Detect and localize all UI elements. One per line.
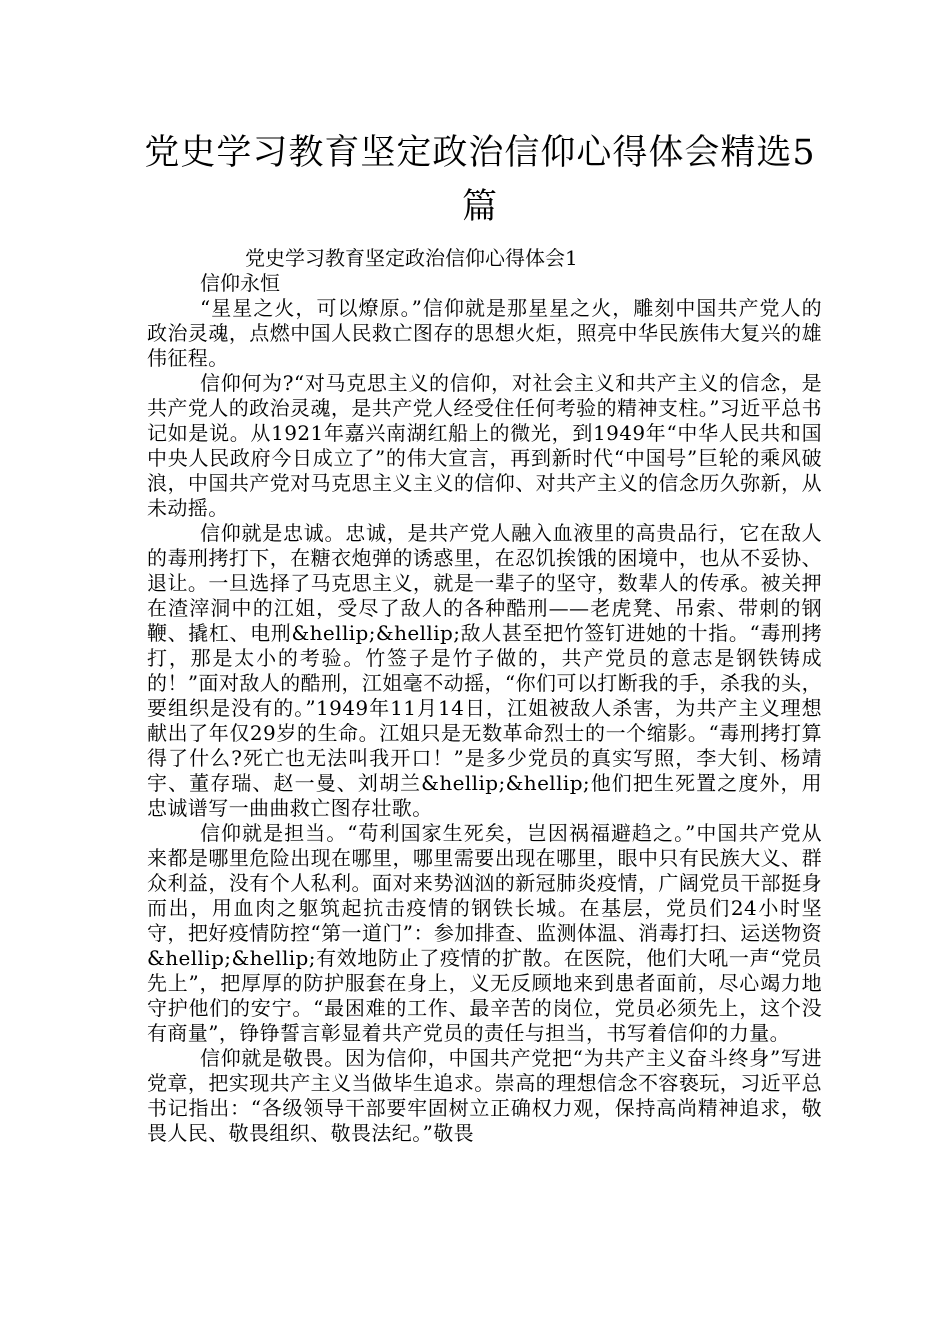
- section-label: 信仰永恒: [200, 271, 280, 295]
- document-body: [147, 246, 822, 1146]
- paragraph-2: 信仰何为?“对马克思主义的信仰，对社会主义和共产主义的信念，是共产党人的政治灵魂，是共产党人经受住任何考验的精神支柱。”习近平总书记如是说。从1921年嘉兴南湖红船上的微光，到1949年“中华人民共和国中央人民政府今日成立了”的伟大宣言，再到新时代“中国号”巨轮的乘风破浪，中国共产党对马克思主义主义的信仰、对共产主义的信念历久弥新，从未动摇。: [147, 371, 822, 520]
- document-title: 党史学习教育坚定政治信仰心得体会精选5篇: [144, 133, 816, 227]
- paragraph-1: “星星之火，可以燎原。”信仰就是那星星之火，雕刻中国共产党人的政治灵魂，点燃中国人民救亡图存的思想火炬，照亮中华民族伟大复兴的雄伟征程。: [147, 296, 822, 370]
- article-title: 党史学习教育坚定政治信仰心得体会1: [245, 246, 578, 270]
- paragraph-3: 信仰就是忠诚。忠诚，是共产党人融入血液里的高贵品行，它在敌人的毒刑拷打下，在糖衣炮弹的诱惑里，在忍饥挨饿的困境中，也从不妥协、退让。一旦选择了马克思主义，就是一辈子的坚守，数辈人的传承。被关押在渣滓洞中的江姐，受尽了敌人的各种酷刑——老虎凳、吊索、带刺的钢鞭、撬杠、电刑&hellip;&hellip;敌人甚至把竹签钉进她的十指。“毒刑拷打，那是太小的考验。竹签子是竹子做的，共产党员的意志是钢铁铸成的！”面对敌人的酷刑，江姐毫不动摇，“你们可以打断我的手，杀我的头，要组织是没有的。”1949年11月14日，江姐被敌人杀害，为共产主义理想献出了年仅29岁的生命。江姐只是无数革命烈士的一个缩影。“毒刑拷打算得了什么?死亡也无法叫我开口！”是多少党员的真实写照，李大钊、杨靖宇、董存瑞、赵一曼、刘胡兰&hellip;&hellip;他们把生死置之度外，用忠诚谱写一曲曲救亡图存壮歌。: [147, 521, 822, 820]
- paragraph-4: 信仰就是担当。“苟利国家生死矣，岂因祸福避趋之。”中国共产党从来都是哪里危险出现在哪里，哪里需要出现在哪里，眼中只有民族大义、群众利益，没有个人私利。面对来势汹汹的新冠肺炎疫情，广阔党员干部挺身而出，用血肉之躯筑起抗击疫情的钢铁长城。在基层，党员们24小时坚守，把好疫情防控“第一道门”：参加排查、监测体温、消毒打扫、运送物资&hellip;&hellip;有效地防止了疫情的扩散。在医院，他们大吼一声“党员先上”，把厚厚的防护服套在身上，义无反顾地来到患者面前，尽心竭力地守护他们的安宁。“最困难的工作、最辛苦的岗位，党员必须先上，这个没有商量”，铮铮誓言彰显着共产党员的责任与担当，书写着信仰的力量。: [147, 821, 822, 1045]
- paragraph-5: 信仰就是敬畏。因为信仰，中国共产党把“为共产主义奋斗终身”写进党章，把实现共产主义当做毕生追求。崇高的理想信念不容亵玩，习近平总书记指出：“各级领导干部要牢固树立正确权力观，保持高尚精神追求，敬畏人民、敬畏组织、敬畏法纪。”敬畏: [147, 1046, 822, 1145]
